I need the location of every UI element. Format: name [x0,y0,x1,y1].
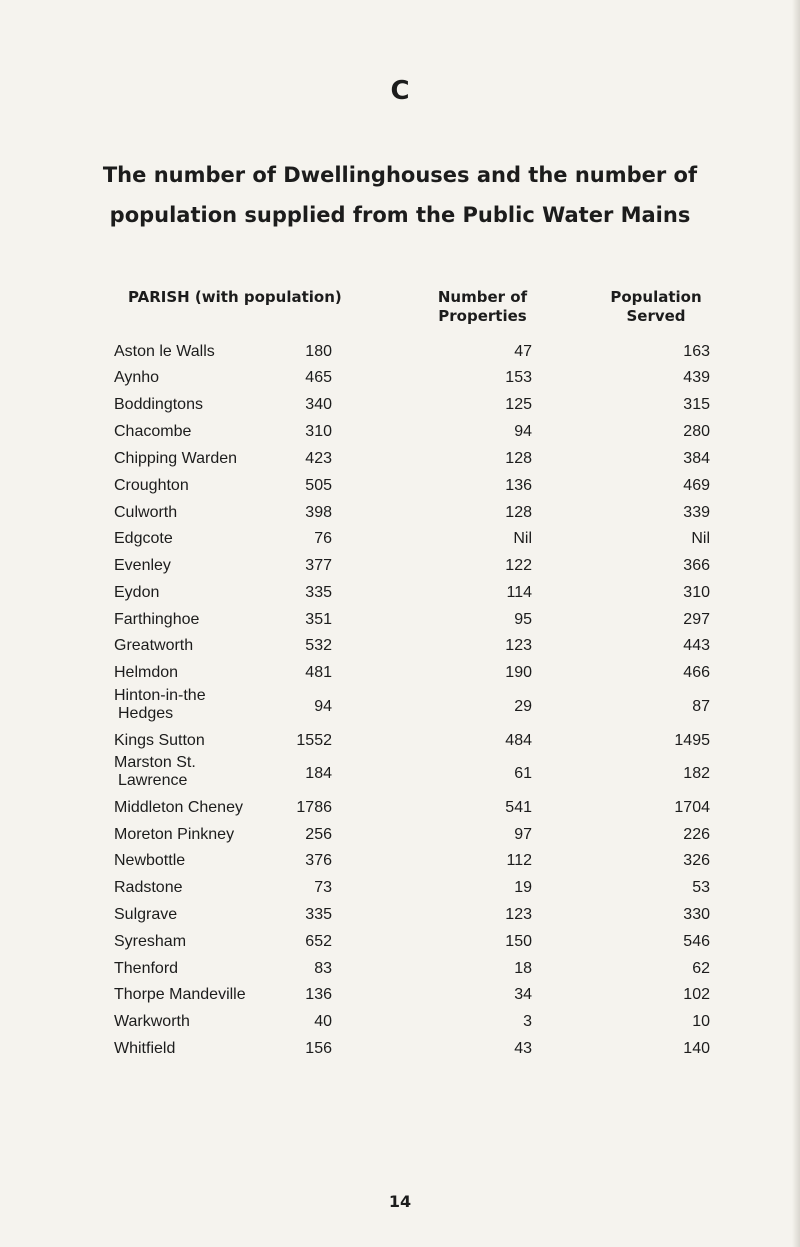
number-of-properties: Nil [513,530,532,547]
population-served: 140 [683,1040,710,1057]
parish-population: 423 [305,450,332,467]
parish-name-line-1: Aynho [114,369,160,386]
parish-population: 76 [314,530,332,547]
parish-population: 398 [305,504,332,521]
table-row [0,369,800,397]
parish-population: 377 [305,557,332,574]
parish-name-line-1: Chipping Warden [114,450,238,467]
number-of-properties: 114 [506,584,532,601]
parish-name-line-1: Warkworth [114,1013,190,1030]
section-letter: C [390,76,410,106]
table-row [0,960,800,988]
population-served: 546 [683,933,710,950]
parish-name-line-1: Thenford [114,960,179,977]
population-served: 102 [683,986,710,1003]
population-served: 280 [683,423,710,440]
parish-name-line-1: Radstone [114,879,183,896]
population-served: 466 [683,664,710,681]
table-row [0,879,800,907]
page-title-line-2: population supplied from the Public Water Mains [109,203,691,227]
parish-name-line-1: Whitfield [114,1040,176,1057]
parish-population: 481 [305,664,332,681]
parish-name-line-1: Croughton [114,477,189,494]
table-row [0,423,800,451]
parish-population: 376 [305,852,332,869]
parish-name-line-1: Chacombe [114,423,192,440]
number-of-properties: 29 [514,698,532,715]
table-row [0,477,800,505]
number-of-properties: 3 [523,1013,532,1030]
table-row [0,1013,800,1041]
parish-name-line-1: Newbottle [114,852,186,869]
number-of-properties: 34 [514,986,532,1003]
parish-population: 351 [305,611,332,628]
page-title-line-1: The number of Dwellinghouses and the number of [102,163,698,187]
table-row [0,852,800,880]
parish-name-line-2: Hedges [118,705,174,722]
table-row [0,396,800,424]
parish-name-line-1: Eydon [114,584,160,601]
parish-population: 340 [305,396,332,413]
population-served: 1704 [674,799,710,816]
population-served: 315 [683,396,710,413]
parish-name-line-1: Culworth [114,504,178,521]
parish-name-line-1: Kings Sutton [114,732,205,749]
parish-population: 505 [305,477,332,494]
parish-population: 465 [305,369,332,386]
parish-population: 1786 [296,799,332,816]
number-of-properties: 19 [514,879,532,896]
parish-population: 310 [305,423,332,440]
number-of-properties: 94 [514,423,532,440]
number-of-properties: 61 [514,765,532,782]
table-row [0,799,800,827]
table-row [0,584,800,612]
table-row [0,450,800,478]
parish-name-line-1: Evenley [114,557,171,574]
parish-population: 136 [305,986,332,1003]
number-of-properties: 150 [505,933,532,950]
population-served: 443 [683,637,710,654]
number-of-properties: 43 [514,1040,532,1057]
column-header-properties-line-2: Properties [438,307,527,325]
number-of-properties: 47 [514,343,532,360]
parish-name-line-1: Moreton Pinkney [114,826,235,843]
number-of-properties: 112 [506,852,532,869]
population-served: Nil [691,530,710,547]
column-header-served-line-1: Population [610,288,702,306]
parish-population: 40 [314,1013,332,1030]
population-served: 310 [683,584,710,601]
table-row [0,637,800,665]
column-header-parish: PARISH (with population) [128,288,342,306]
population-served: 53 [692,879,710,896]
number-of-properties: 125 [505,396,532,413]
population-served: 330 [683,906,710,923]
parish-name-line-1: Helmdon [114,664,179,681]
parish-population: 335 [305,906,332,923]
population-served: 182 [683,765,710,782]
parish-population: 180 [305,343,332,360]
table-row [0,343,800,371]
population-served: 1495 [674,732,710,749]
number-of-properties: 136 [505,477,532,494]
page-number: 14 [388,1192,412,1211]
parish-name-line-1: Marston St. [114,754,196,771]
population-served: 163 [683,343,710,360]
number-of-properties: 128 [505,504,532,521]
population-served: 339 [683,504,710,521]
column-header-population-served [600,288,712,326]
population-served: 366 [683,557,710,574]
number-of-properties: 123 [505,637,532,654]
population-served: 226 [683,826,710,843]
parish-name-line-1: Thorpe Mandeville [114,986,246,1003]
number-of-properties: 128 [505,450,532,467]
parish-name-line-1: Farthinghoe [114,611,200,628]
parish-population: 83 [314,960,332,977]
parish-population: 532 [305,637,332,654]
parish-population: 94 [314,698,332,715]
parish-name-line-2: Lawrence [118,772,188,789]
table-row [0,504,800,532]
population-served: 326 [683,852,710,869]
table-row [0,530,800,558]
number-of-properties: 190 [505,664,532,681]
table-row [0,1040,800,1068]
number-of-properties: 153 [505,369,532,386]
number-of-properties: 123 [505,906,532,923]
parish-name-line-1: Sulgrave [114,906,178,923]
population-served: 87 [692,698,710,715]
parish-population: 73 [314,879,332,896]
parish-population: 1552 [296,732,332,749]
number-of-properties: 122 [505,557,532,574]
table-row [0,826,800,854]
table-row [0,557,800,585]
parish-name-line-1: Syresham [114,933,187,950]
population-served: 469 [683,477,710,494]
population-served: 10 [692,1013,710,1030]
parish-population: 184 [305,765,332,782]
column-header-properties-line-1: Number of [437,288,528,306]
number-of-properties: 95 [514,611,532,628]
parish-name-line-1: Hinton-in-the [114,687,206,704]
parish-population: 156 [305,1040,332,1057]
column-header-properties [420,288,545,326]
parish-population: 652 [305,933,332,950]
table-row [0,687,800,726]
number-of-properties: 541 [505,799,532,816]
column-header-served-line-2: Served [626,307,686,325]
population-served: 297 [683,611,710,628]
number-of-properties: 484 [505,732,532,749]
population-served: 384 [683,450,710,467]
parish-name-line-1: Middleton Cheney [114,799,243,816]
population-served: 62 [692,960,710,977]
parish-name-line-1: Greatworth [114,637,194,654]
parish-name-line-1: Aston le Walls [114,343,215,360]
number-of-properties: 97 [514,826,532,843]
parish-name-line-1: Boddingtons [114,396,203,413]
parish-name-line-1: Edgcote [114,530,173,547]
table-row [0,933,800,961]
parish-population: 335 [305,584,332,601]
parish-population: 256 [305,826,332,843]
table-row [0,611,800,639]
population-served: 439 [683,369,710,386]
table-row [0,754,800,793]
number-of-properties: 18 [514,960,532,977]
table-row [0,986,800,1014]
table-row [0,906,800,934]
